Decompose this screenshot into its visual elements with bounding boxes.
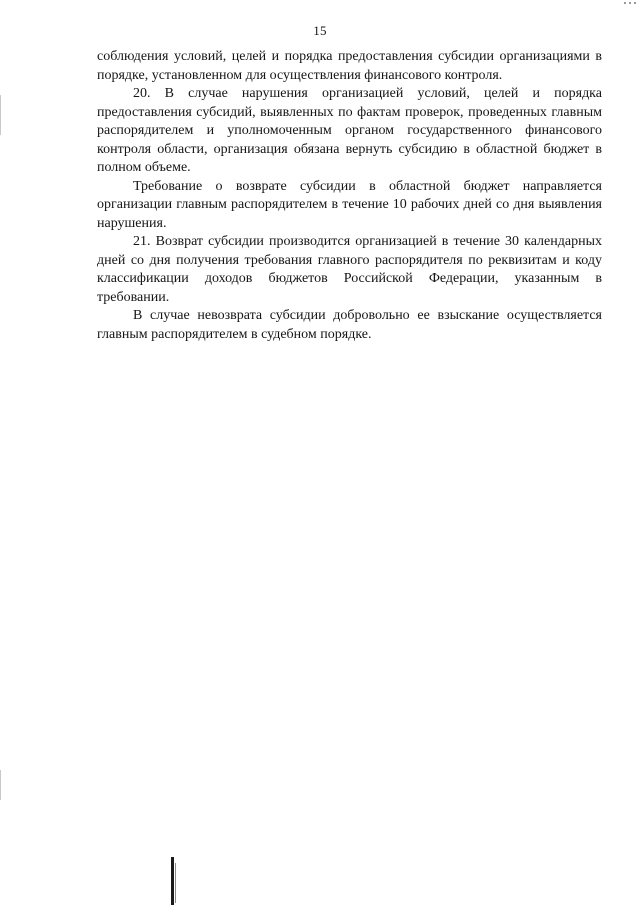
scan-corner-dots xyxy=(622,0,640,10)
page-number: 15 xyxy=(313,23,327,38)
binding-mark xyxy=(171,857,174,905)
paragraph-judicial-recovery: В случае невозврата субсидии добровольно ее взыскание осуществляется главным распорядителем в судебном порядке. xyxy=(97,308,602,342)
paragraph-continuation: соблюдения условий, целей и порядка предоставления субсидии организациями в порядке, установленном для осуществления финансового контроля. xyxy=(97,49,602,83)
paragraph-clause-21: 21. Возврат субсидии производится организацией в течение 30 календарных дней со дня получения требования главного распорядителя по реквизитам и коду классификации доходов бюджетов Российской Федерации, указанным в требовании. xyxy=(97,234,602,305)
document-body xyxy=(97,48,602,344)
scan-edge-mark xyxy=(0,770,1,800)
scan-edge-mark xyxy=(0,95,1,135)
paragraph-repayment-demand: Требование о возврате субсидии в областной бюджет направляется организации главным распорядителем в течение 10 рабочих дней со дня выявления нарушения. xyxy=(97,178,602,231)
paragraph-clause-20: 20. В случае нарушения организацией условий, целей и порядка предоставления субсидий, выявленных по фактам проверок, проведенных главным распорядителем и уполномоченным органом государственного финансового контроля области, организация обязана вернуть субсидию в областной бюджет в полном объеме. xyxy=(97,86,602,175)
